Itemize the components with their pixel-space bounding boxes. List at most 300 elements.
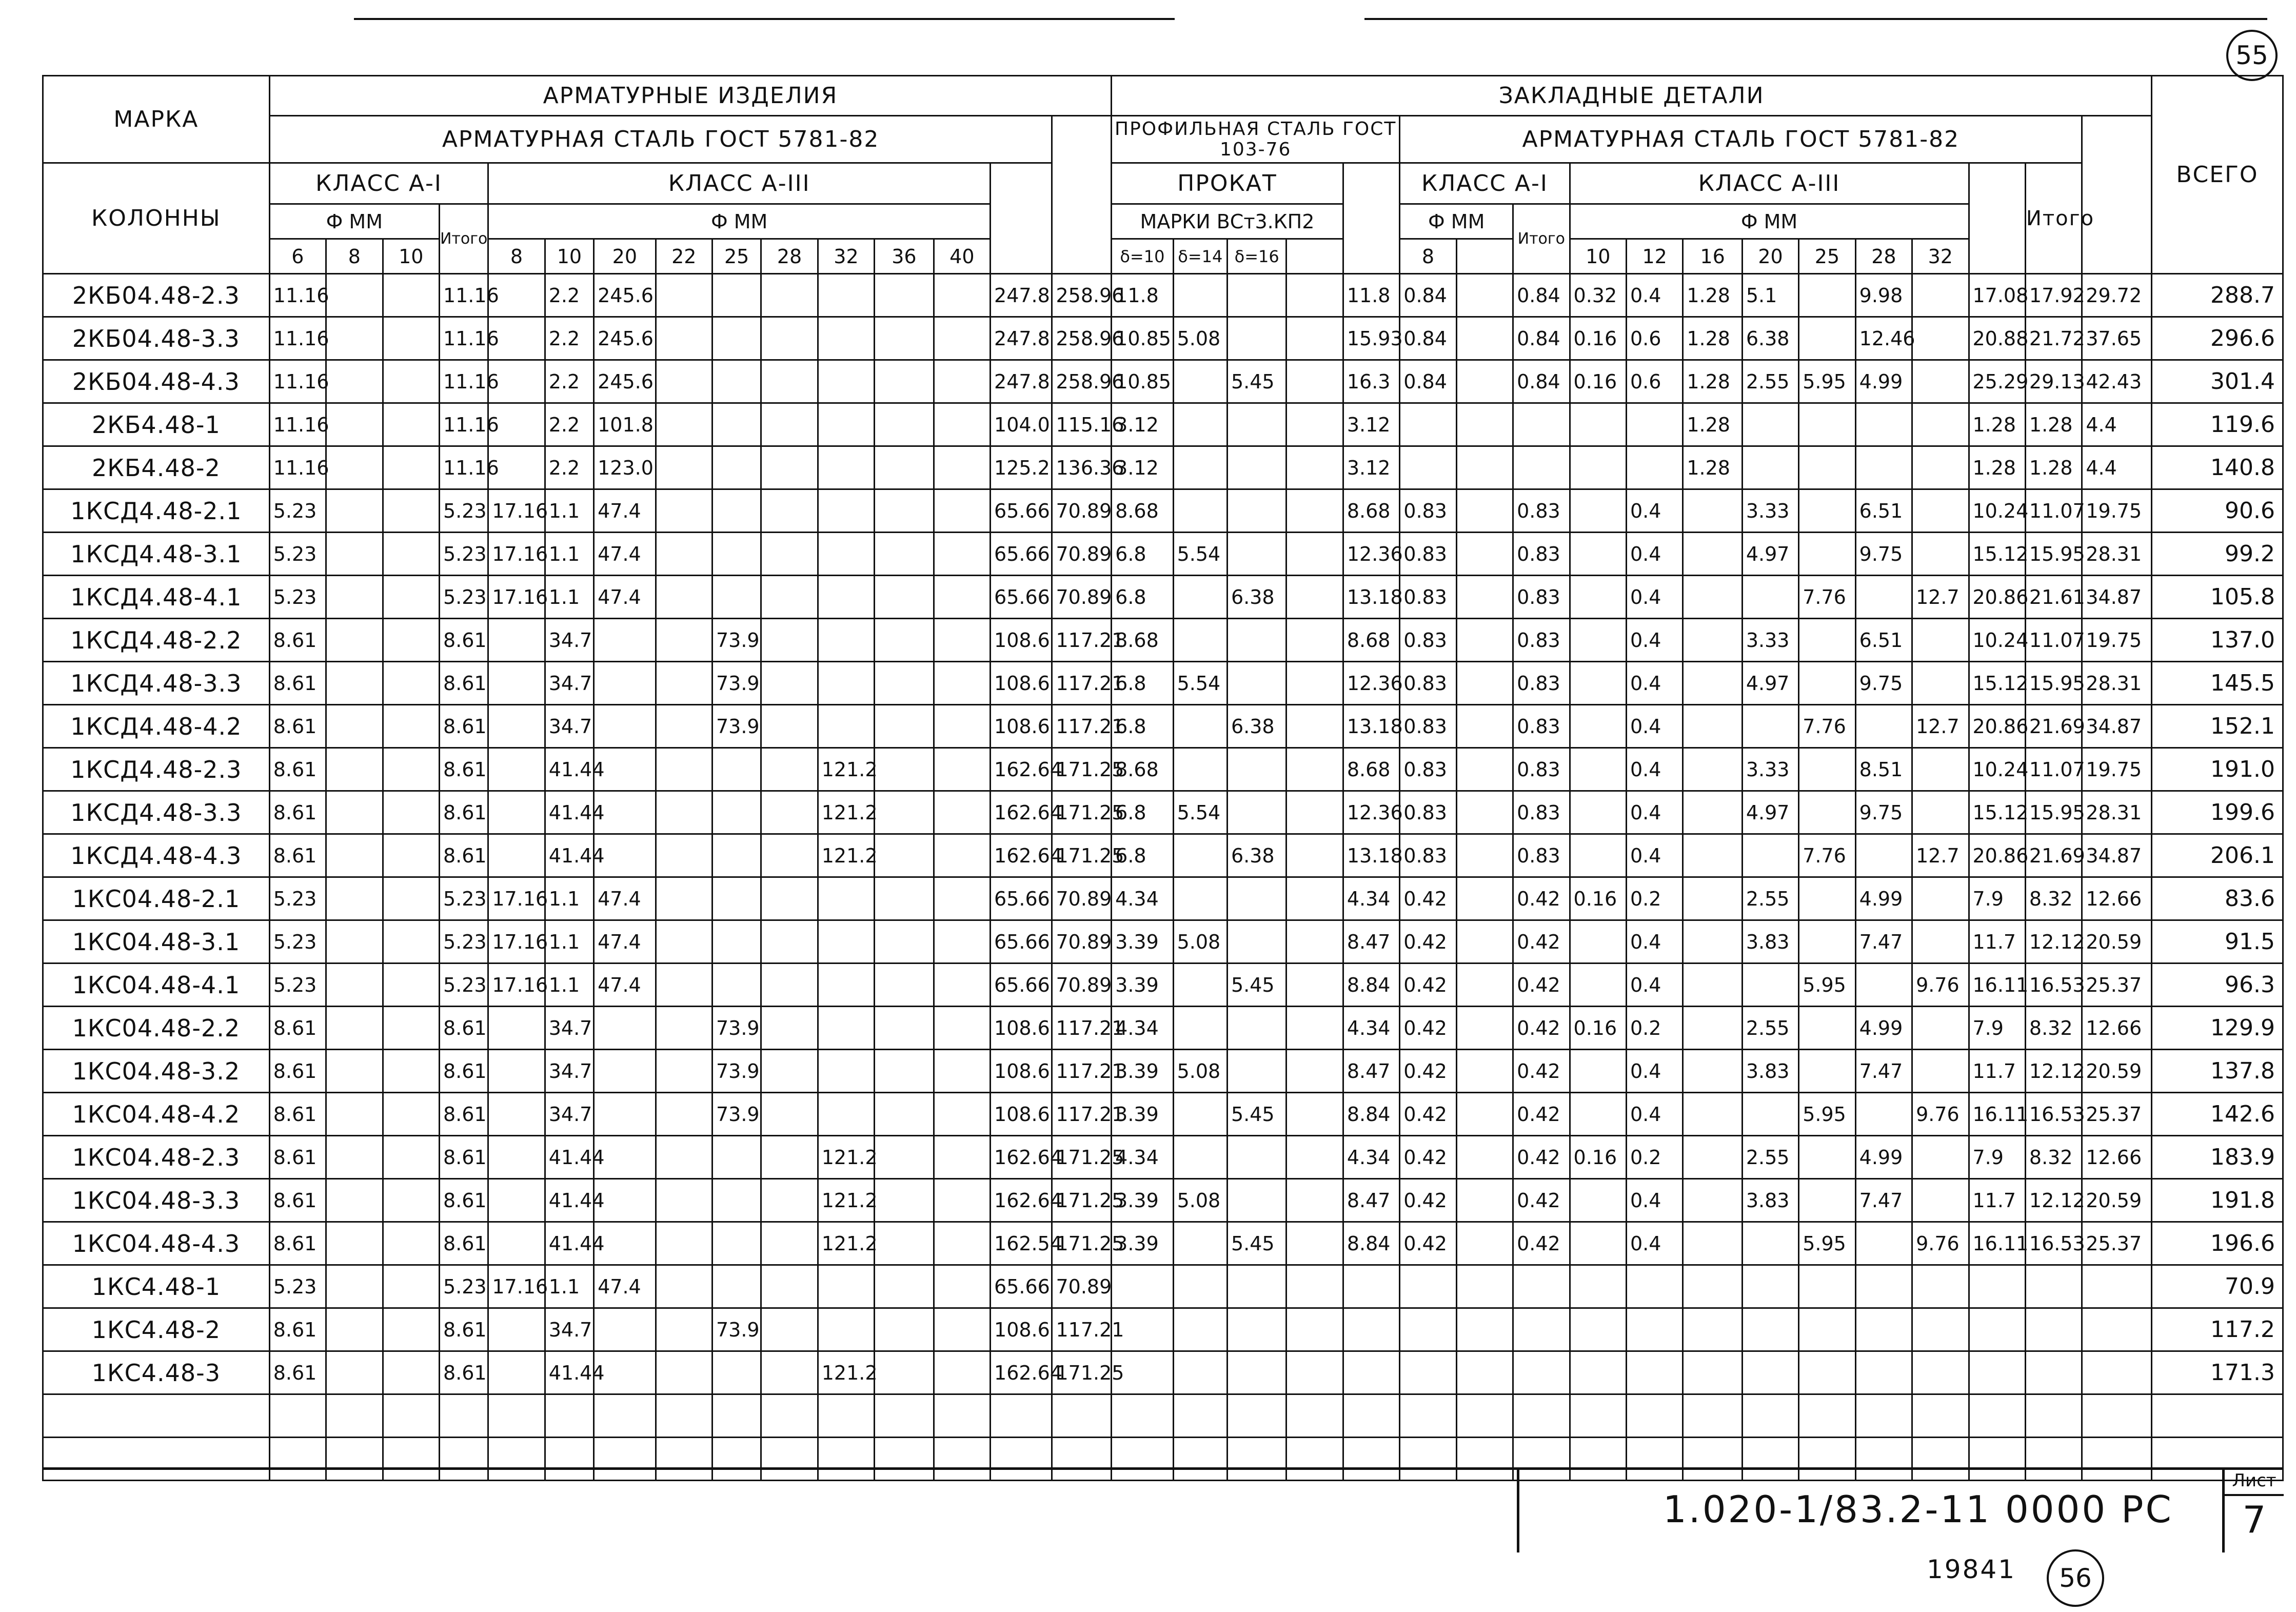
table-cell: 29.13 [2025,360,2082,403]
table-cell: 9.76 [1912,964,1969,1007]
table-cell: 8.61 [269,1136,326,1179]
table-cell [383,403,439,446]
table-cell: 247.8 [991,360,1052,403]
table-cell: 73.9 [712,1308,761,1351]
table-cell [1112,1265,1173,1308]
table-cell: 5.23 [269,877,326,920]
table-cell [818,446,874,489]
table-cell [1173,446,1227,489]
table-cell: 0.83 [1400,834,1456,877]
table-cell [875,1136,934,1179]
table-cell [818,1050,874,1093]
table-cell: 5.95 [1799,964,1855,1007]
table-row [43,705,2283,748]
table-cell [383,964,439,1007]
table-cell [594,662,656,705]
table-cell [761,1050,818,1093]
table-cell [1343,1265,1399,1308]
table-cell: 8.61 [269,705,326,748]
table-cell [818,964,874,1007]
table-cell [1173,403,1227,446]
table-cell: 0.4 [1626,489,1683,533]
table-cell: 47.4 [594,489,656,533]
table-cell [1286,317,1343,360]
table-cell [761,964,818,1007]
table-cell: 0.83 [1513,748,1570,791]
table-cell [1227,533,1286,576]
prokat-header: ПРОКАТ [1112,163,1343,204]
table-cell [656,791,712,834]
table-cell: 11.8 [1112,274,1173,317]
column-mark: 1КС04.48-2.1 [43,877,270,920]
table-cell: 15.93 [1343,317,1399,360]
table-cell [1513,1265,1570,1308]
table-cell [1227,489,1286,533]
column-mark: 1КС04.48-2.3 [43,1136,270,1179]
table-cell [1912,662,1969,705]
table-row [43,791,2283,834]
table-cell [1456,1351,1513,1394]
table-cell [1456,274,1513,317]
table-cell [1626,1265,1683,1308]
table-cell: 17.16 [488,533,545,576]
table-cell: 117.21 [1052,1007,1112,1050]
table-cell [1683,1179,1742,1222]
table-cell [1513,403,1570,446]
table-cell [1456,791,1513,834]
table-cell: 20.86 [1969,705,2025,748]
table-cell [1286,360,1343,403]
table-cell: 0.83 [1513,662,1570,705]
table-cell [1227,1050,1286,1093]
table-cell: 121.2 [818,834,874,877]
table-cell: 21.69 [2025,705,2082,748]
table-cell: 0.4 [1626,533,1683,576]
table-cell: 19.75 [2082,489,2152,533]
table-cell [326,533,383,576]
table-cell: 0.4 [1626,274,1683,317]
table-cell [1742,705,1798,748]
table-cell: 3.12 [1343,403,1399,446]
table-cell [1227,403,1286,446]
table-cell: 15.12 [1969,662,2025,705]
table-cell [1456,403,1513,446]
table-cell: 9.76 [1912,1222,1969,1265]
table-cell [761,1308,818,1351]
table-cell: 25.29 [1969,360,2025,403]
table-cell [712,446,761,489]
column-mark: 1КСД4.48-4.2 [43,705,270,748]
table-cell: 3.33 [1742,489,1798,533]
table-row [43,1007,2283,1050]
table-cell [326,964,383,1007]
table-cell: 1.28 [1683,360,1742,403]
table-cell: 16.11 [1969,1222,2025,1265]
table-cell: 3.12 [1112,446,1173,489]
table-cell: 104.0 [991,403,1052,446]
table-cell [383,877,439,920]
table-cell [326,1093,383,1136]
table-cell: 34.87 [2082,576,2152,619]
table-cell [2025,1351,2082,1394]
table-cell [656,1007,712,1050]
table-cell [656,834,712,877]
table-cell: 5.08 [1173,317,1227,360]
table-cell: 70.89 [1052,877,1112,920]
table-cell: 12.36 [1343,791,1399,834]
table-cell: 117.21 [1052,1308,1112,1351]
table-cell: 5.23 [439,1265,488,1308]
table-cell: 19.75 [2082,619,2152,662]
table-cell: 8.47 [1343,1179,1399,1222]
table-cell [383,791,439,834]
table-cell [1683,1222,1742,1265]
table-cell [383,317,439,360]
table-cell [1683,834,1742,877]
table-cell [818,1007,874,1050]
table-cell: 0.42 [1513,1093,1570,1136]
table-cell: 5.45 [1227,1222,1286,1265]
table-cell [1456,1308,1513,1351]
table-cell: 10.24 [1969,748,2025,791]
table-cell [875,1308,934,1351]
column-mark: 1КСД4.48-3.3 [43,662,270,705]
table-cell: 0.4 [1626,964,1683,1007]
table-row [43,489,2283,533]
table-cell: 1.1 [545,964,593,1007]
table-cell: 65.66 [991,533,1052,576]
table-cell [594,1050,656,1093]
table-cell [1683,1351,1742,1394]
table-cell: 8.61 [439,791,488,834]
table-cell [1969,1265,2025,1308]
table-cell: 47.4 [594,877,656,920]
table-cell [818,403,874,446]
table-cell [656,1093,712,1136]
table-cell [875,1050,934,1093]
table-cell [712,403,761,446]
table-cell: 3.39 [1112,1050,1173,1093]
table-cell [712,274,761,317]
table-cell [875,1007,934,1050]
table-cell [1742,1351,1798,1394]
table-cell: 28.31 [2082,533,2152,576]
table-cell [383,1050,439,1093]
table-cell: 162.64 [991,1351,1052,1394]
table-cell: 1.1 [545,920,593,964]
table-cell [1456,1179,1513,1222]
table-cell: 5.23 [439,576,488,619]
table-cell [383,446,439,489]
table-cell: 7.47 [1855,1050,1912,1093]
table-cell [1912,1136,1969,1179]
table-cell [934,446,990,489]
table-cell: 0.4 [1626,791,1683,834]
table-cell: 10.85 [1112,317,1173,360]
table-cell [1912,1351,1969,1394]
table-cell: 0.83 [1513,705,1570,748]
table-cell: 8.61 [269,1179,326,1222]
table-cell: 2.2 [545,317,593,360]
table-cell [1286,446,1343,489]
table-cell: 0.83 [1400,662,1456,705]
column-mark: 1КС04.48-4.2 [43,1093,270,1136]
table-cell [712,533,761,576]
table-cell [656,705,712,748]
table-cell [934,360,990,403]
table-cell [1855,1265,1912,1308]
table-cell [1456,576,1513,619]
table-cell: 34.7 [545,662,593,705]
table-cell [1855,1222,1912,1265]
table-cell [1912,791,1969,834]
table-cell [934,576,990,619]
table-cell [1742,1222,1798,1265]
total-cell: 119.6 [2151,403,2283,446]
table-cell [383,1308,439,1351]
table-cell: 162.64 [991,748,1052,791]
table-cell: 5.23 [439,920,488,964]
table-cell [761,619,818,662]
table-cell: 1.28 [2025,446,2082,489]
table-cell: 17.16 [488,920,545,964]
table-cell: 34.87 [2082,705,2152,748]
table-cell [326,791,383,834]
table-cell: 121.2 [818,791,874,834]
empty-row [43,1394,2283,1438]
column-mark: 1КС4.48-3 [43,1351,270,1394]
table-cell: 11.16 [269,446,326,489]
table-cell [594,705,656,748]
arm-steel-header-1: АРМАТУРНАЯ СТАЛЬ ГОСТ 5781-82 [269,116,1052,163]
table-cell [761,1136,818,1179]
table-cell: 9.76 [1912,1093,1969,1136]
table-cell: 8.68 [1112,748,1173,791]
table-cell: 5.45 [1227,964,1286,1007]
table-cell [1173,274,1227,317]
table-cell: 73.9 [712,619,761,662]
table-cell: 12.12 [2025,1050,2082,1093]
table-cell [488,1179,545,1222]
arm-steel-header-2: АРМАТУРНАЯ СТАЛЬ ГОСТ 5781-82 [1400,116,2082,163]
table-cell: 3.33 [1742,748,1798,791]
table-cell [1570,533,1626,576]
table-cell: 10.24 [1969,619,2025,662]
table-cell: 15.12 [1969,533,2025,576]
table-cell [761,1093,818,1136]
table-cell: 6.38 [1227,576,1286,619]
table-cell: 19.75 [2082,748,2152,791]
table-cell [1912,274,1969,317]
table-cell [326,403,383,446]
armaturnye-izdeliya-header: АРМАТУРНЫЕ ИЗДЕЛИЯ [269,76,1111,116]
table-cell: 171.25 [1052,1136,1112,1179]
table-cell: 4.99 [1855,1136,1912,1179]
table-cell: 121.2 [818,1136,874,1179]
table-cell: 20.59 [2082,1179,2152,1222]
table-cell [875,662,934,705]
table-cell: 121.2 [818,1179,874,1222]
table-cell: 6.8 [1112,834,1173,877]
table-cell [934,619,990,662]
table-cell: 5.23 [269,920,326,964]
table-cell: 0.83 [1400,705,1456,748]
table-cell [488,1351,545,1394]
title-block-code [1517,1467,2284,1552]
table-cell [1683,1308,1742,1351]
table-cell [1173,1007,1227,1050]
table-cell [875,1265,934,1308]
table-cell [1570,1050,1626,1093]
total-cell: 96.3 [2151,964,2283,1007]
table-cell [1456,1093,1513,1136]
table-cell: 8.32 [2025,1136,2082,1179]
table-cell [1286,489,1343,533]
table-cell [761,489,818,533]
table-row [43,1179,2283,1222]
table-cell: 0.83 [1400,791,1456,834]
table-cell: 9.98 [1855,274,1912,317]
table-cell: 0.16 [1570,1007,1626,1050]
table-cell [1855,446,1912,489]
table-cell: 12.66 [2082,877,2152,920]
table-cell: 125.2 [991,446,1052,489]
table-cell [1683,791,1742,834]
table-cell [761,834,818,877]
table-cell [1683,489,1742,533]
vsego-header: ВСЕГО [2151,76,2283,274]
table-cell [1286,1093,1343,1136]
table-cell: 11.16 [439,403,488,446]
column-mark: 2КБ04.48-2.3 [43,274,270,317]
table-cell [934,964,990,1007]
column-mark: 1КСД4.48-3.1 [43,533,270,576]
table-cell [875,489,934,533]
table-cell: 0.42 [1400,920,1456,964]
table-cell [488,705,545,748]
table-cell [326,662,383,705]
table-cell: 5.23 [269,489,326,533]
table-cell: 9.75 [1855,533,1912,576]
table-cell [488,1222,545,1265]
table-cell [934,1308,990,1351]
table-cell: 5.08 [1173,1179,1227,1222]
table-cell [1855,1093,1912,1136]
table-cell [875,274,934,317]
table-cell [656,877,712,920]
table-cell [1456,317,1513,360]
total-cell: 105.8 [2151,576,2283,619]
table-cell [1912,920,1969,964]
inventory-stamp: 19841 [1927,1555,2016,1584]
table-cell: 136.36 [1052,446,1112,489]
table-cell: 8.68 [1343,619,1399,662]
table-cell: 15.12 [1969,791,2025,834]
page-number-top: 55 [2226,30,2278,81]
table-cell: 4.99 [1855,1007,1912,1050]
table-cell: 65.66 [991,576,1052,619]
table-cell [1456,662,1513,705]
table-cell [1173,964,1227,1007]
table-cell [1513,446,1570,489]
table-cell [326,317,383,360]
table-cell: 73.9 [712,662,761,705]
table-cell: 0.2 [1626,877,1683,920]
table-cell: 25.37 [2082,964,2152,1007]
phi-mm-a1: Ф ММ [269,204,439,239]
table-cell: 4.34 [1112,1136,1173,1179]
table-cell [1400,1265,1456,1308]
table-cell [1227,1179,1286,1222]
table-cell: 3.39 [1112,1179,1173,1222]
table-cell: 47.4 [594,964,656,1007]
total-cell: 301.4 [2151,360,2283,403]
table-cell: 0.83 [1513,791,1570,834]
table-cell: 41.44 [545,834,593,877]
table-cell [1456,964,1513,1007]
table-cell: 0.42 [1513,877,1570,920]
table-cell: 2.55 [1742,877,1798,920]
table-cell [1742,576,1798,619]
table-cell: 1.28 [1969,403,2025,446]
table-cell [1799,317,1855,360]
table-cell [1227,274,1286,317]
table-cell: 0.2 [1626,1007,1683,1050]
table-cell: 5.08 [1173,920,1227,964]
table-cell: 41.44 [545,748,593,791]
table-cell [875,317,934,360]
table-row [43,533,2283,576]
column-mark: 1КСД4.48-2.2 [43,619,270,662]
table-cell: 8.68 [1343,748,1399,791]
table-cell [1456,489,1513,533]
table-cell: 0.84 [1513,274,1570,317]
table-cell: 0.4 [1626,576,1683,619]
table-cell [1855,576,1912,619]
table-cell: 162.64 [991,791,1052,834]
table-cell: 1.1 [545,489,593,533]
table-cell: 0.83 [1513,619,1570,662]
table-cell: 4.97 [1742,791,1798,834]
table-cell [1456,920,1513,964]
table-cell: 6.51 [1855,619,1912,662]
table-cell [656,360,712,403]
table-cell: 28.31 [2082,791,2152,834]
kolonny-header: КОЛОННЫ [43,163,270,274]
table-cell [934,274,990,317]
table-cell [2082,1351,2152,1394]
table-cell: 25.37 [2082,1093,2152,1136]
table-cell [1286,748,1343,791]
table-cell: 42.43 [2082,360,2152,403]
table-cell: 21.61 [2025,576,2082,619]
table-cell [383,533,439,576]
table-cell [383,576,439,619]
table-cell: 11.16 [439,274,488,317]
table-cell [1286,834,1343,877]
table-cell [488,834,545,877]
table-cell: 8.84 [1343,964,1399,1007]
table-cell: 16.11 [1969,964,2025,1007]
top-rule-right [1364,18,2267,20]
table-cell: 2.2 [545,274,593,317]
table-cell [761,446,818,489]
table-cell [1912,533,1969,576]
table-cell [656,489,712,533]
table-cell: 121.2 [818,748,874,791]
table-cell [1799,748,1855,791]
table-cell [594,1007,656,1050]
